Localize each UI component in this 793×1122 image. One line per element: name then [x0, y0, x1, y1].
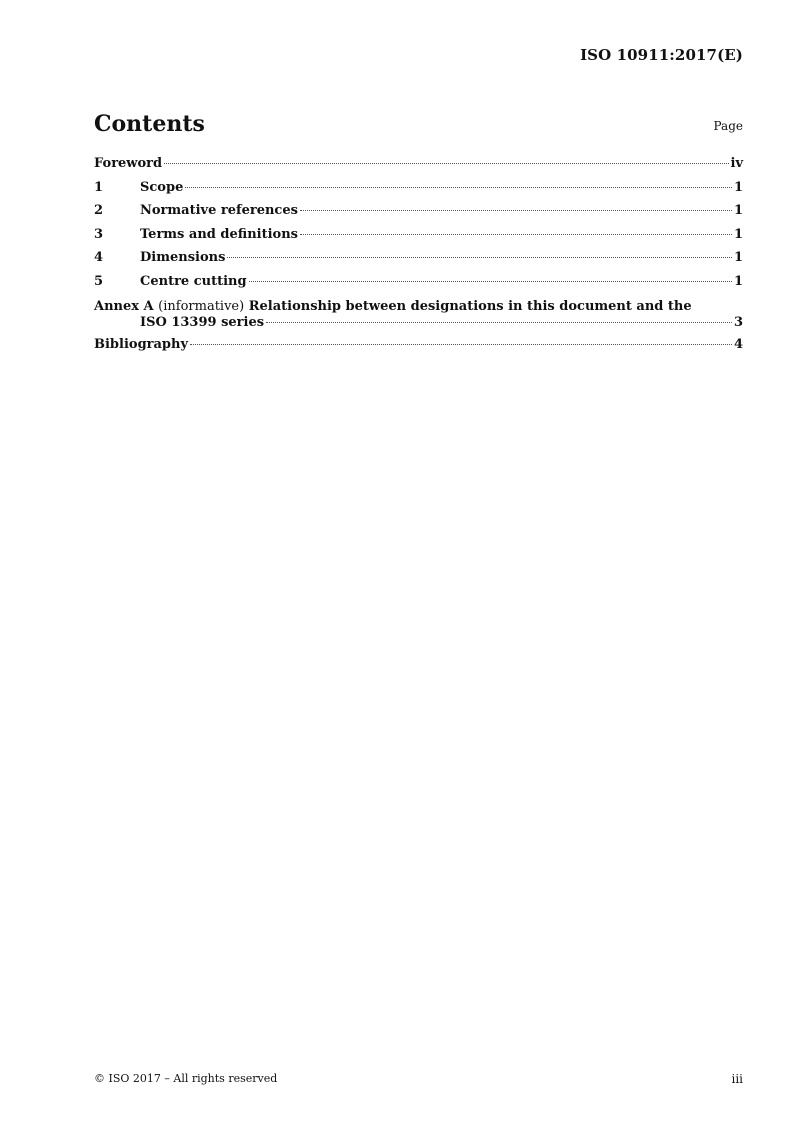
annex-label: Annex A [94, 298, 154, 314]
toc-entry-title: Centre cutting [140, 273, 247, 289]
toc-entry-number: 5 [94, 273, 104, 289]
toc-entry-page: 1 [733, 250, 743, 266]
toc-entry-page: 1 [733, 179, 743, 195]
toc-entry-page: 1 [733, 226, 743, 242]
toc-entry-number: 3 [94, 226, 104, 242]
toc-entry-page: iv [730, 156, 743, 171]
toc-entry-annex-a[interactable] [94, 298, 743, 337]
dot-leader [300, 210, 732, 211]
toc-entry-page: 1 [733, 273, 743, 289]
dot-leader [227, 257, 732, 258]
dot-leader [249, 281, 732, 282]
contents-title: Contents [94, 111, 205, 137]
dot-leader [185, 187, 732, 188]
toc-entry-bibliography[interactable] [94, 337, 743, 361]
toc-entry-page: 4 [733, 336, 743, 352]
toc-entry-title: Foreword [94, 156, 163, 171]
document-code: ISO 10911:2017(E) [580, 46, 743, 64]
toc-entry-number: 1 [94, 179, 104, 195]
dot-leader [190, 344, 732, 345]
toc-entry-title: Scope [140, 179, 184, 195]
dot-leader [164, 163, 728, 164]
toc-entry-scope[interactable] [94, 180, 743, 204]
toc-entry-title: Normative references [140, 203, 298, 219]
toc-entry-terms-and-definitions[interactable] [94, 227, 743, 251]
annex-qualifier: (informative) [158, 298, 245, 314]
dot-leader [266, 322, 732, 323]
toc-entry-number: 4 [94, 250, 104, 266]
toc-entry-centre-cutting[interactable] [94, 274, 743, 298]
dot-leader [300, 234, 732, 235]
toc-entry-number: 2 [94, 203, 104, 219]
toc-entry-title: Terms and definitions [140, 226, 298, 242]
table-of-contents [94, 156, 743, 360]
toc-entry-title: Dimensions [140, 250, 226, 266]
page-number: iii [731, 1072, 743, 1086]
toc-entry-foreword[interactable] [94, 156, 743, 180]
toc-entry-dimensions[interactable] [94, 250, 743, 274]
copyright-notice: © ISO 2017 – All rights reserved [94, 1072, 278, 1085]
annex-title-line-2: ISO 13399 series [140, 314, 265, 330]
annex-title-line-1: Relationship between designations in this document and the [248, 298, 692, 314]
toc-entry-title: Bibliography [94, 336, 189, 352]
toc-entry-page: 3 [733, 314, 743, 330]
toc-entry-normative-references[interactable] [94, 203, 743, 227]
toc-entry-page: 1 [733, 203, 743, 219]
page-column-label: Page [713, 119, 743, 133]
